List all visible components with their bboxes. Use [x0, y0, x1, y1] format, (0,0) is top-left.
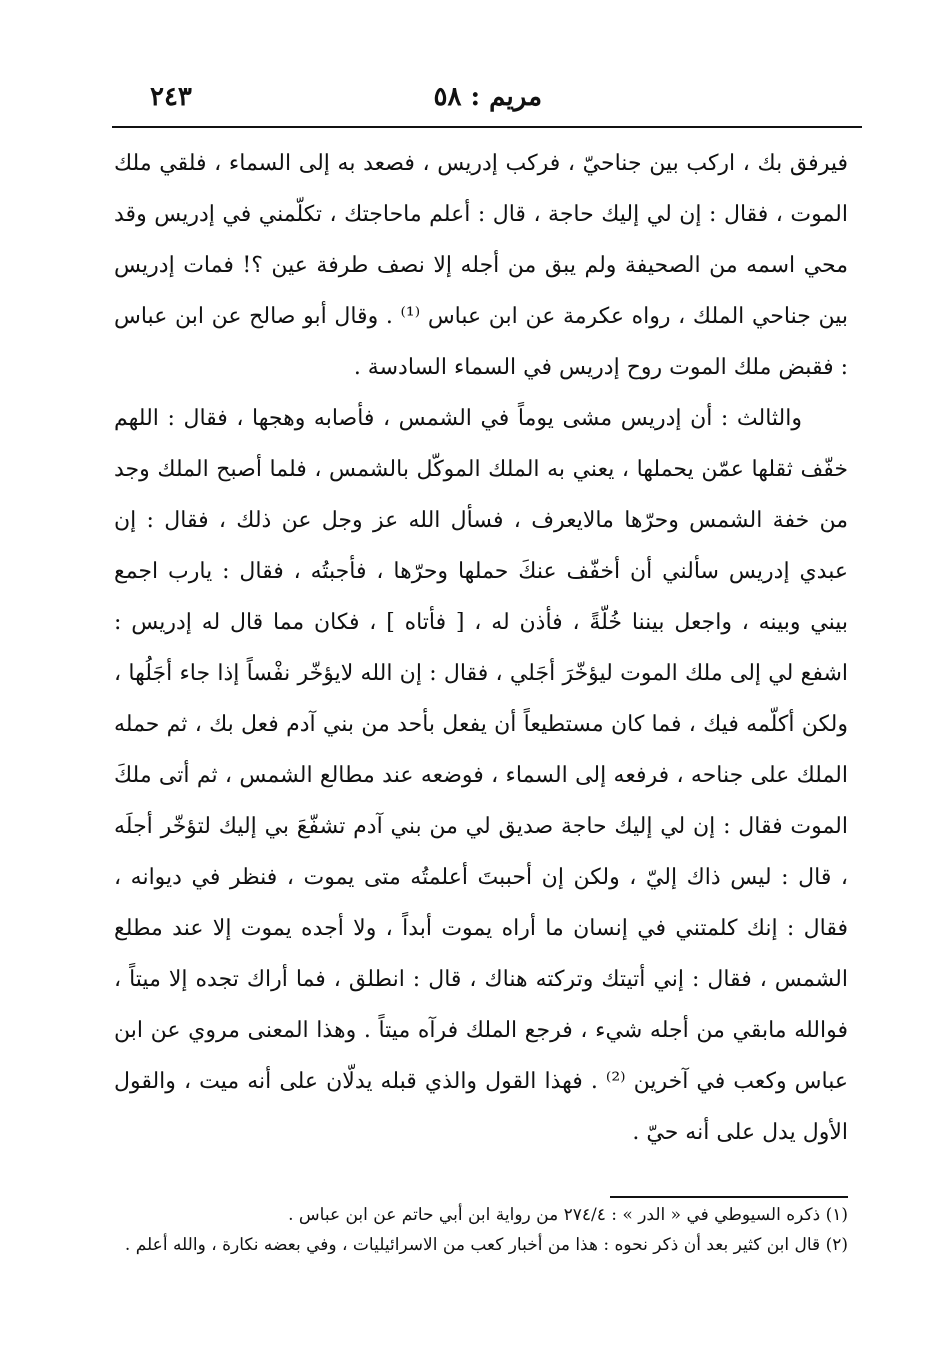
- paragraph: والثالث : أن إدريس مشى يوماً في الشمس ، فأصابه وهجها ، فقال : اللهم خفّف ثقلها عمّن يحملها ، يعني به الملك الموكّل بالشمس ، فلما أصبح الملك وجد من خفة الشمس وحرّها مالايعرف ، فسأل الله عز وجل عن ذلك ، فقال : إن عبدي إدريس سألني أن أخفّف عنكَ حملها وحرّها ، فأجبتُه ، فقال : يارب اجمع بيني وبينه ، واجعل بيننا خُلّةً ، فأذن له ، [ فأتاه ] ، فكان مما قال له إدريس : اشفع لي إلى ملك الموت ليؤخّرَ أجَلي ، فقال : إن الله لايؤخّر نفْساً إذا جاء أجَلُها ، ولكن أكلّمه فيك ، فما كان مستطيعاً أن يفعل بأحد من بني آدم فعل بك ، ثم حمله الملك على جناحه ، فرفعه إلى السماء ، فوضعه عند مطالع الشمس ، ثم أتى ملكَ الموت فقال : إن لي إليك حاجة صديق لي من بني آدم تشفّعَ بي إليك لتؤخّر أجلَه ، قال : ليس ذاك إليّ ، ولكن إن أحببتَ أعلمتُه متى يموت ، فنظر في ديوانه ، فقال : إنك كلمتني في إنسان ما أراه يموت أبداً ، ولا أجده يموت إلا عند مطلع الشمس ، فقال : إني أتيتك وتركته هناك ، قال : انطلق ، فما أراك تجده إلا ميتاً ، فوالله مابقي من أجله شيء ، فرجع الملك فرآه ميتاً . وهذا المعنى مروي عن ابن عباس وكعب في آخرين ⁽²⁾ . فهذا القول والذي قبله يدلّان على أنه ميت ، والقول الأول يدل على أنه حيّ .: [114, 406, 848, 1145]
- running-header-title: مريم : ٥٨: [433, 82, 542, 112]
- footnotes: [114, 1200, 848, 1260]
- footnote-divider: [610, 1196, 848, 1198]
- footnote: (١) ذكره السيوطي في « الدر » : ٢٧٤/٤ من رواية ابن أبي حاتم عن ابن عباس .: [288, 1205, 848, 1225]
- footnote: (٢) قال ابن كثير بعد أن ذكر نحوه : هذا من أخبار كعب من الاسرائيليات ، وفي بعضه نكارة ، والله أعلم .: [124, 1235, 848, 1255]
- body-text: [114, 138, 848, 1158]
- paragraph: فيرفق بك ، اركب بين جناحيّ ، فركب إدريس ، فصعد به إلى السماء ، فلقي ملك الموت ، فقال : إن لي إليك حاجة ، قال : أعلم ماحاجتك ، تكلّمني في إدريس وقد محي اسمه من الصحيفة ولم يبق من أجله إلا نصف طرفة عين ؟! فمات إدريس بين جناحي الملك ، رواه عكرمة عن ابن عباس ⁽¹⁾ . وقال أبو صالح عن ابن عباس : فقبض ملك الموت روح إدريس في السماء السادسة .: [114, 151, 849, 380]
- header-divider: [112, 126, 862, 128]
- running-header: [110, 82, 862, 122]
- page-number: ٢٤٣: [150, 82, 192, 112]
